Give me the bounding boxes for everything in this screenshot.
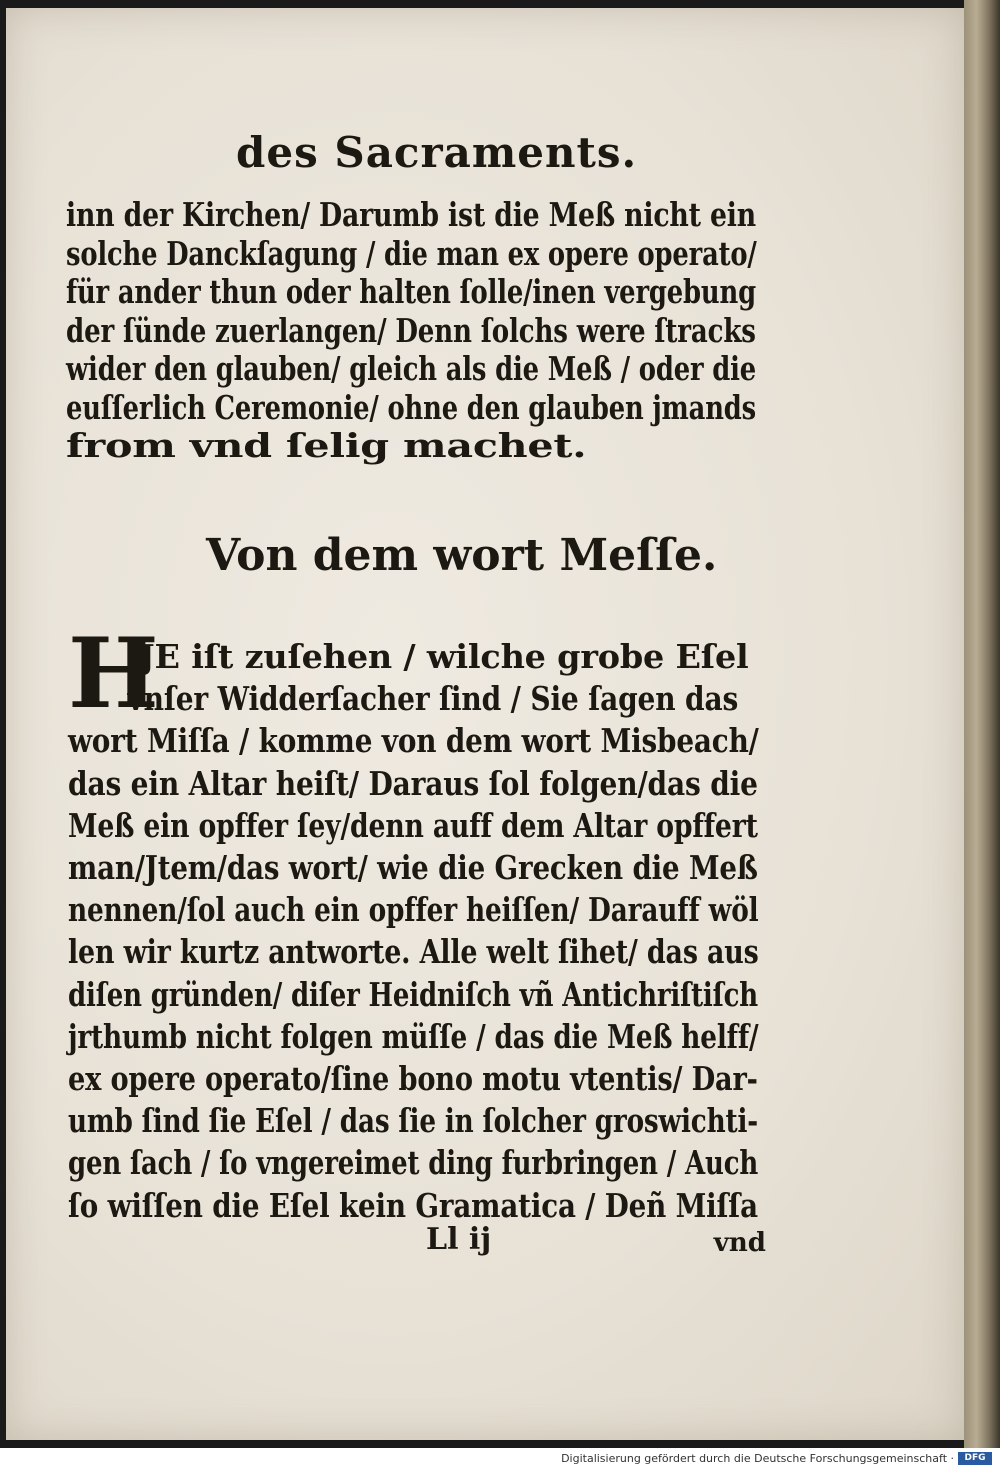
catchword: vnd <box>713 1228 766 1258</box>
text-line: wider den glauben/ gleich als die Meß / oder die <box>66 349 757 388</box>
footer-bar <box>0 1448 1000 1470</box>
text-line: ſo wiſſen die Eſel kein Gramatica / Deñ Miſſa <box>68 1185 758 1225</box>
text-line: man/Jtem/das wort/ wie die Grecken die Meß <box>68 848 758 888</box>
text-line: für ander thun oder halten ſolle/inen vergebung <box>66 272 757 311</box>
text-line: JE iſt zuſehen / wilche grobe Eſel <box>138 637 749 676</box>
text-line: jrthumb nicht folgen müſſe / das die Meß helff/ <box>68 1016 759 1056</box>
paragraph-2 <box>68 636 768 1227</box>
book-spine-edge <box>964 0 1000 1448</box>
funding-notice: Digitalisierung gefördert durch die Deutsche Forschungsgemeinschaft · <box>561 1452 954 1465</box>
text-line: vnſer Widderſacher ſind / Sie ſagen das <box>127 679 739 719</box>
text-line: umb ſind ſie Eſel / das ſie in ſolcher groswichti- <box>68 1101 758 1141</box>
text-line: der ſünde zuerlangen/ Denn ſolchs were ſtracks <box>66 310 756 350</box>
text-line: len wir kurtz antworte. Alle welt ſihet/ das aus <box>68 932 759 972</box>
text-line: solche Danckſagung / die man ex opere operato/ <box>66 233 757 273</box>
text-line: ex opere operato/ſine bono motu vtentis/ Dar- <box>68 1059 758 1099</box>
text-line: euſſerlich Ceremonie/ ohne den glauben jmands <box>66 387 757 427</box>
book-page <box>6 8 964 1440</box>
text-line: diſen gründen/ diſer Heidniſch vñ Antichriſtiſch <box>68 974 759 1014</box>
text-line: nennen/ſol auch ein opffer heiſſen/ Darauff wöl <box>68 890 759 930</box>
dfg-logo-icon: DFG <box>958 1452 992 1465</box>
text-line: das ein Altar heiſt/ Daraus ſol folgen/das die <box>68 763 758 803</box>
text-line: from vnd ſelig machet. <box>66 426 587 465</box>
section-title: Von dem wort Meſſe. <box>206 530 718 581</box>
page-foot <box>66 1222 766 1262</box>
text-line: Meß ein opffer ſey/denn auff dem Altar opffert <box>68 805 758 845</box>
signature-mark: Ll ij <box>426 1222 492 1257</box>
decorated-initial: H <box>68 617 159 730</box>
text-line: wort Miſſa / komme von dem wort Misbeach/ <box>68 721 759 761</box>
text-line: gen ſach / ſo vngereimet ding furbringen / Auch <box>68 1143 759 1183</box>
text-line: inn der Kirchen/ Darumb ist die Meß nicht ein <box>66 195 757 234</box>
running-head: des Sacraments. <box>236 128 638 177</box>
paragraph-1 <box>66 196 766 466</box>
